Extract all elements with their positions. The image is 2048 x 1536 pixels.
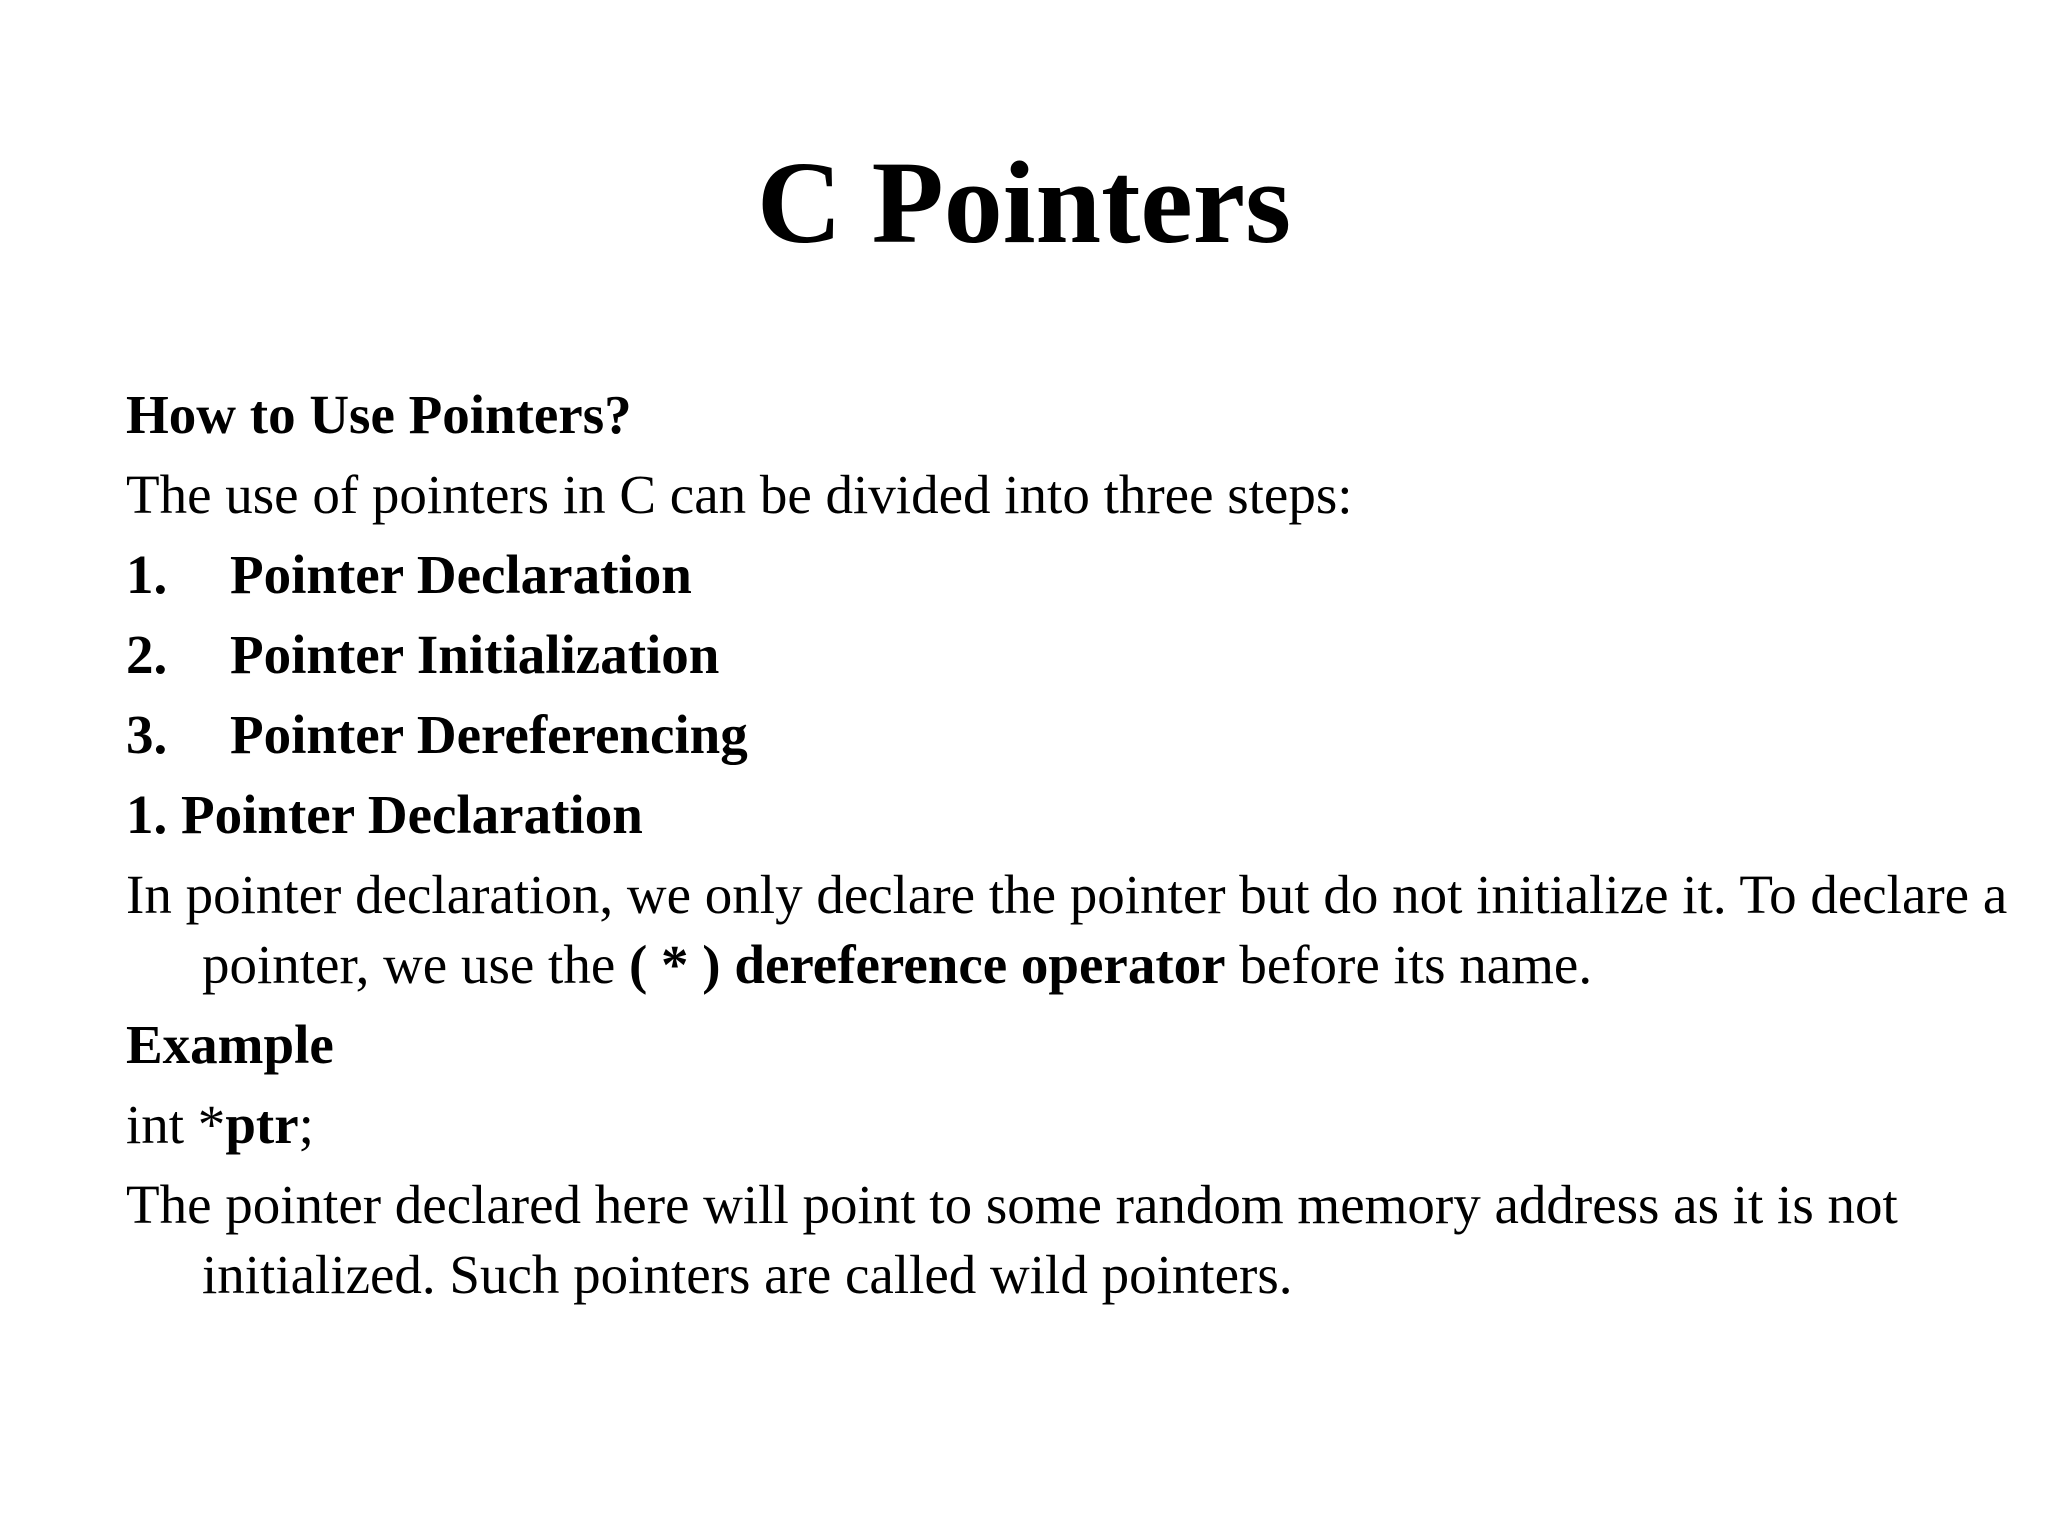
step-label: Pointer Dereferencing	[230, 704, 748, 765]
code-variable: ptr	[225, 1094, 299, 1155]
step-label: Pointer Declaration	[230, 544, 692, 605]
step-number: 2.	[126, 624, 168, 685]
declaration-text-end: before its name.	[1225, 934, 1593, 995]
code-prefix: int *	[126, 1094, 226, 1155]
declaration-text-start: In pointer declaration, we only declare the pointer but do not initialize it. To declare a pointer, we use the	[126, 864, 2008, 995]
step-label: Pointer Initialization	[230, 624, 720, 685]
slide-body	[126, 380, 2008, 1310]
step-number: 3.	[126, 704, 168, 765]
section-heading-pointer-declaration: 1. Pointer Declaration	[126, 784, 643, 845]
step-item-2	[126, 620, 1926, 690]
code-example	[126, 1090, 1926, 1160]
dereference-operator-text: ( * ) dereference operator	[628, 934, 1226, 995]
step-number: 1.	[126, 544, 168, 605]
intro-text: The use of pointers in C can be divided into three steps:	[126, 464, 1353, 525]
code-suffix: ;	[298, 1094, 314, 1155]
step-item-3	[126, 700, 1926, 770]
closing-paragraph: The pointer declared here will point to some random memory address as it is not initialized. Such pointers are called wild pointers.	[126, 1174, 1898, 1305]
example-heading: Example	[126, 1014, 334, 1075]
step-item-1	[126, 540, 1926, 610]
declaration-paragraph	[126, 860, 2032, 1000]
section-heading-how-to-use: How to Use Pointers?	[126, 384, 632, 445]
slide-title: C Pointers	[756, 137, 1292, 268]
